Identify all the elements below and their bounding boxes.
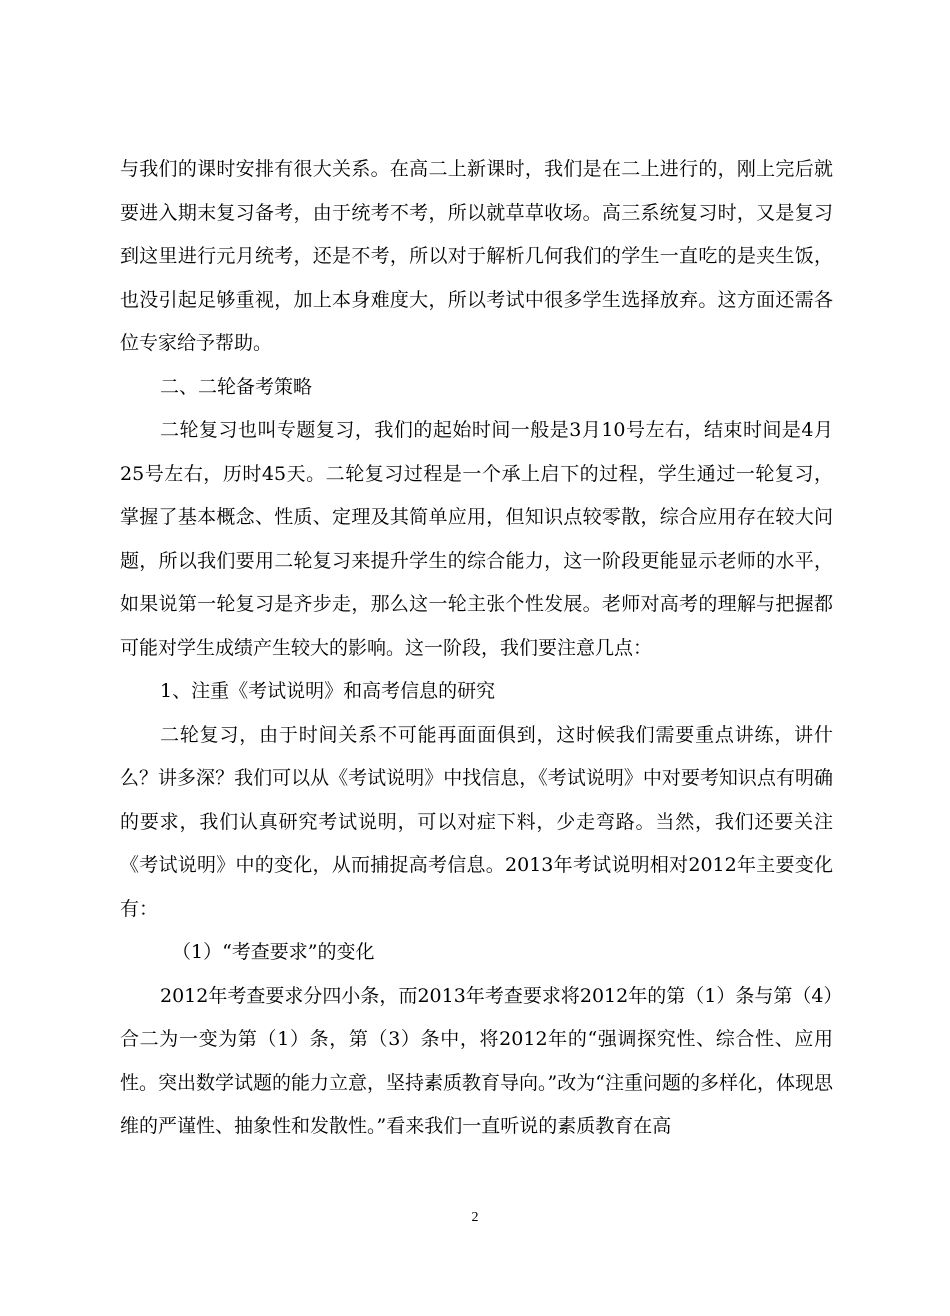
document-body — [120, 148, 833, 1149]
page-number: 2 — [471, 1210, 479, 1225]
body-paragraph: 2012年考查要求分四小条，而2013年考查要求将2012年的第（1）条与第（4）合二为一变为第（1）条，第（3）条中，将2012年的“强调探究性、综合性、应用性。突出数学试题的能力立意，坚持素质教育导向。”改为“注重问题的多样化，体现思维的严谨性、抽象性和发散性。”看来我们一直听说的素质教育在高 — [120, 984, 833, 1137]
body-paragraph: 与我们的课时安排有很大关系。在高二上新课时，我们是在二上进行的，刚上完后就要进入期末复习备考，由于统考不考，所以就草草收场。高三系统复习时，又是复习到这里进行元月统考，还是不考，所以对于解析几何我们的学生一直吃的是夹生饭，也没引起足够重视，加上本身难度大，所以考试中很多学生选择放弃。这方面还需各位专家给予帮助。 — [120, 158, 833, 354]
section-heading: 二、二轮备考策略 — [160, 375, 313, 398]
body-paragraph: 二轮复习，由于时间关系不可能再面面俱到，这时候我们需要重点讲练，讲什么？讲多深？我们可以从《考试说明》中找信息，《考试说明》中对要考知识点有明确的要求，我们认真研究考试说明，可以对症下料，少走弯路。当然，我们还要关注《考试说明》中的变化，从而捕捉高考信息。2013年考试说明相对2012年主要变化有： — [120, 723, 833, 920]
subsection-heading: 1、注重《考试说明》和高考信息的研究 — [160, 680, 496, 702]
body-paragraph: 二轮复习也叫专题复习，我们的起始时间一般是3月10号左右，结束时间是4月25号左右，历时45天。二轮复习过程是一个承上启下的过程，学生通过一轮复习，掌握了基本概念、性质、定理及其简单应用，但知识点较零散，综合应用存在较大问题，所以我们要用二轮复习来提升学生的综合能力，这一阶段更能显示老师的水平，如果说第一轮复习是齐步走，那么这一轮主张个性发展。老师对高考的理解与把握都可能对学生成绩产生较大的影响。这一阶段，我们要注意几点： — [120, 419, 833, 659]
list-item-heading: （1）“考查要求”的变化 — [172, 941, 375, 963]
